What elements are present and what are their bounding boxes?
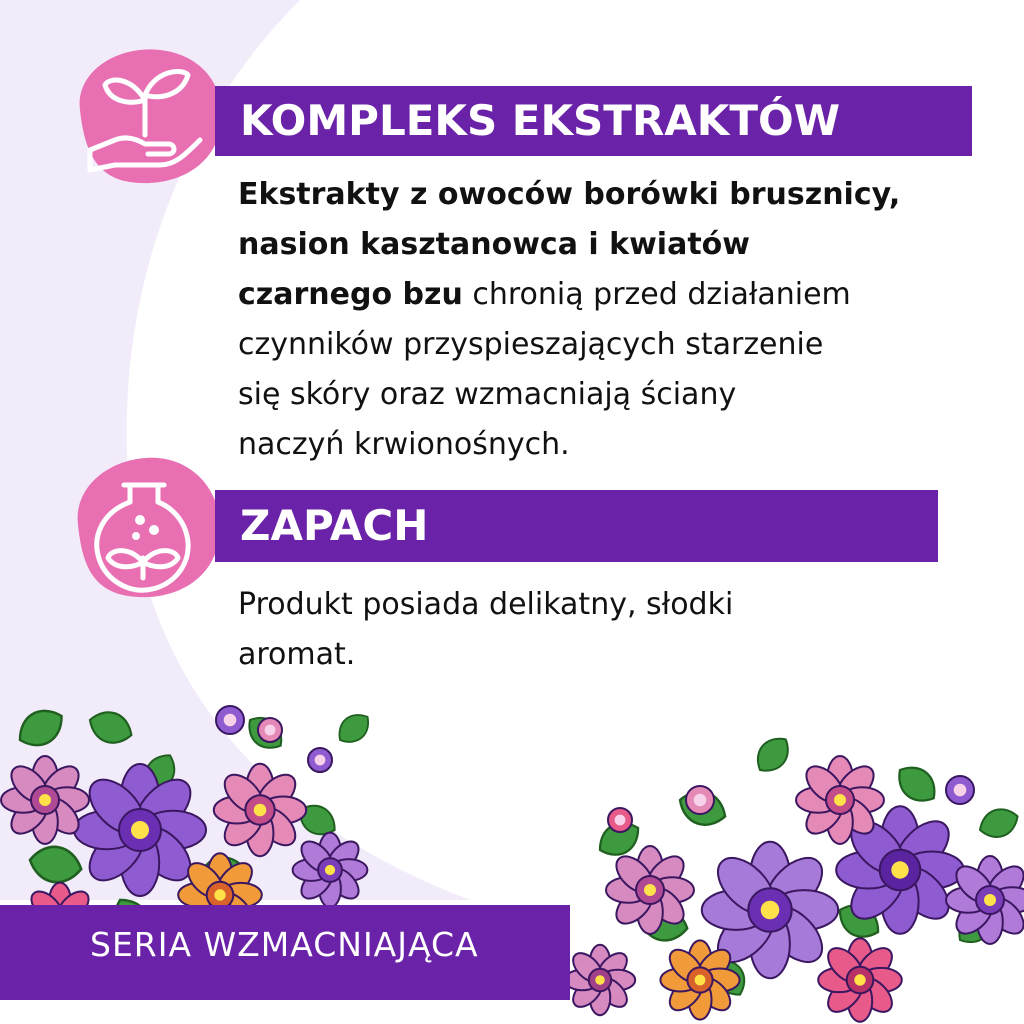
flower-icon xyxy=(796,756,884,844)
body-line xyxy=(238,630,733,680)
body-text: czynników przyspieszających starzenie xyxy=(238,327,824,362)
hand-sprout-icon xyxy=(60,40,230,190)
section-extracts xyxy=(0,0,1024,470)
section-body xyxy=(238,170,900,470)
body-line xyxy=(238,270,900,320)
section-scent xyxy=(0,440,1024,690)
body-line xyxy=(238,370,900,420)
body-line xyxy=(238,170,900,220)
flower-icon xyxy=(74,764,206,896)
leaf-icon xyxy=(890,759,943,810)
body-text: chronią przed działaniem xyxy=(462,277,851,312)
section-body xyxy=(238,580,733,680)
flower-icon xyxy=(293,833,368,908)
flower-icon xyxy=(606,846,694,934)
flower-icon xyxy=(565,945,635,1015)
body-text: Produkt posiada delikatny, słodki xyxy=(238,587,734,622)
flower-icon xyxy=(946,856,1024,944)
section-title-band xyxy=(215,490,938,562)
footer-series-label: SERIA WZMACNIAJĄCA xyxy=(90,925,479,964)
body-text: naczyń krwionośnych. xyxy=(238,427,570,462)
leaf-icon xyxy=(12,702,70,754)
leaf-icon xyxy=(975,804,1022,843)
perfume-leaf-icon xyxy=(58,450,228,605)
section-title-band xyxy=(215,86,972,156)
leaf-icon xyxy=(27,843,84,887)
body-text: się skóry oraz wzmacniają ściany xyxy=(238,377,737,412)
body-line xyxy=(238,580,733,630)
body-text-bold: nasion kasztanowca i kwiatów xyxy=(238,227,750,262)
body-line xyxy=(238,320,900,370)
body-text-bold: Ekstrakty z owoców borówki brusznicy, xyxy=(238,177,901,212)
section-title: ZAPACH xyxy=(240,501,429,550)
leaf-icon xyxy=(750,731,796,779)
section-title: KOMPLEKS EKSTRAKTÓW xyxy=(240,96,841,145)
body-text: aromat. xyxy=(238,637,356,672)
leaf-icon xyxy=(85,706,137,749)
leaf-icon xyxy=(332,708,375,750)
body-text-bold: czarnego bzu xyxy=(238,277,463,312)
flower-icon xyxy=(1,756,89,844)
body-line xyxy=(238,220,900,270)
flower-icon xyxy=(214,764,306,856)
flower-icon xyxy=(660,940,739,1019)
flower-icon xyxy=(818,938,902,1022)
